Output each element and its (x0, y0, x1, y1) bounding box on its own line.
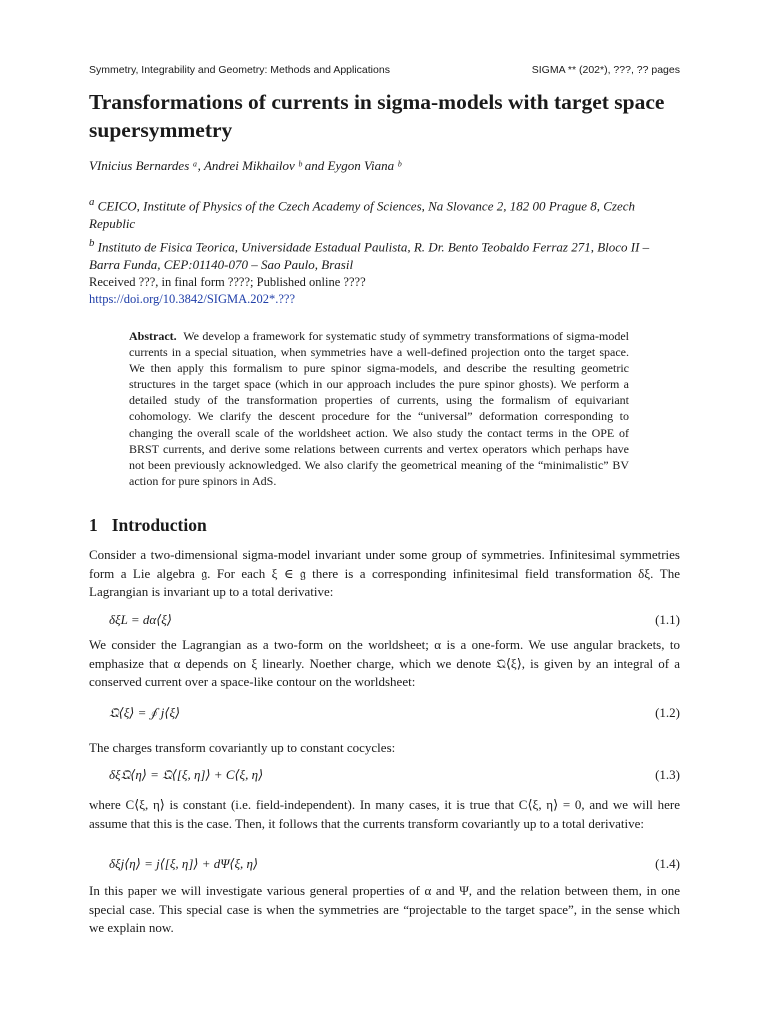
affiliation-b (89, 234, 680, 274)
affiliation-text: CEICO, Institute of Physics of the Czech Academy of Sciences, Na Slovance 2, 182 00 Prague 8, Czech Republic (89, 198, 636, 232)
paper-title: Transformations of currents in sigma-models with target space supersymmetry (89, 90, 665, 142)
received-dates: Received ???, in final form ????; Published online ???? (89, 275, 366, 289)
paragraph-2: We consider the Lagrangian as a two-form on the worldsheet; α is a one-form. We use angular brackets, to emphasize that α depends on ξ linearly. Noether charge, which we denote 𝔔⟨ξ⟩, is given by an integral of a conserved current over a space-like contour on the worldsheet: (89, 637, 680, 689)
equation-1-4 (109, 856, 680, 872)
equation-1-3 (109, 767, 680, 783)
affiliation-text: Instituto de Fisica Teorica, Universidade Estadual Paulista, R. Dr. Bento Teobaldo Ferraz 271, Bloco II – Barra Funda, CEP:01140-070 – Sao Paulo, Brasil (89, 239, 650, 273)
authors: VInicius Bernardes ᵃ, Andrei Mikhailov ᵇ and Eygon Viana ᵇ (89, 158, 401, 173)
paragraph-3: The charges transform covariantly up to constant cocycles: (89, 740, 396, 755)
affiliation-a (89, 193, 680, 233)
equation-body: 𝔔⟨ξ⟩ = ∮ j⟨ξ⟩ (109, 705, 181, 720)
abstract-text: We develop a framework for systematic study of symmetry transformations of sigma-model currents in a special situation, when symmetries have a well-defined projection onto the target space. We then apply this formalism to pure spinor sigma-models, and describe the resulting geometric structures in the target space (which in our approach includes the pure spinor ghosts). We perform a detailed study of the transformation properties of currents, using the formalism of equivariant cohomology. We clarify the descent procedure for the “universal” deformation corresponding to changing the overall scale of the worldsheet action. We also study the contact terms in the OPE of BRST currents, and derive some relations between currents and vertex operators which perhaps have not been previously acknowledged. We also clarify the geometrical meaning of the “minimalistic” BV action for pure spinors in AdS. (129, 329, 629, 488)
abstract (129, 328, 629, 489)
equation-number: (1.3) (655, 767, 680, 782)
equation-number: (1.1) (655, 612, 680, 627)
section-title: Introduction (111, 515, 207, 535)
affiliation-mark: b (89, 237, 95, 249)
running-header (89, 64, 680, 76)
equation-body: δξj⟨η⟩ = j⟨[ξ, η]⟩ + dΨ⟨ξ, η⟩ (109, 856, 259, 871)
paragraph-5: In this paper we will investigate various general properties of α and Ψ, and the relation between them, in one special case. This special case is when the symmetries are “projectable to the target space”, in the sense which we explain now. (89, 883, 680, 935)
equation-1-1 (109, 612, 680, 628)
equation-body: δξL = dα⟨ξ⟩ (109, 612, 172, 627)
equation-number: (1.2) (655, 705, 680, 720)
paragraph-1: Consider a two-dimensional sigma-model invariant under some group of symmetries. Infinitesimal symmetries form a Lie algebra 𝔤. For each ξ ∈ 𝔤 there is a corresponding infinitesimal field transformation δξ. The Lagrangian is invariant up to a total derivative: (89, 547, 680, 599)
abstract-label: Abstract. (129, 329, 177, 343)
section-number: 1 (89, 515, 98, 535)
sigma-reference: SIGMA ** (202*), ???, ?? pages (531, 64, 680, 76)
doi-link[interactable]: https://doi.org/10.3842/SIGMA.202*.??? (89, 292, 296, 306)
equation-number: (1.4) (655, 856, 680, 871)
equation-1-2 (109, 705, 680, 721)
paragraph-4: where C⟨ξ, η⟩ is constant (i.e. field-independent). In many cases, it is true that C⟨ξ, η⟩ = 0, and we will here assume that this is the case. Then, it follows that the currents transform covariantly up to a total derivative: (89, 797, 680, 831)
section-heading (89, 515, 207, 536)
affiliation-mark: a (89, 196, 95, 208)
equation-body: δξ𝔔⟨η⟩ = 𝔔⟨[ξ, η]⟩ + C⟨ξ, η⟩ (109, 767, 264, 782)
journal-name: Symmetry, Integrability and Geometry: Methods and Applications (89, 64, 390, 76)
